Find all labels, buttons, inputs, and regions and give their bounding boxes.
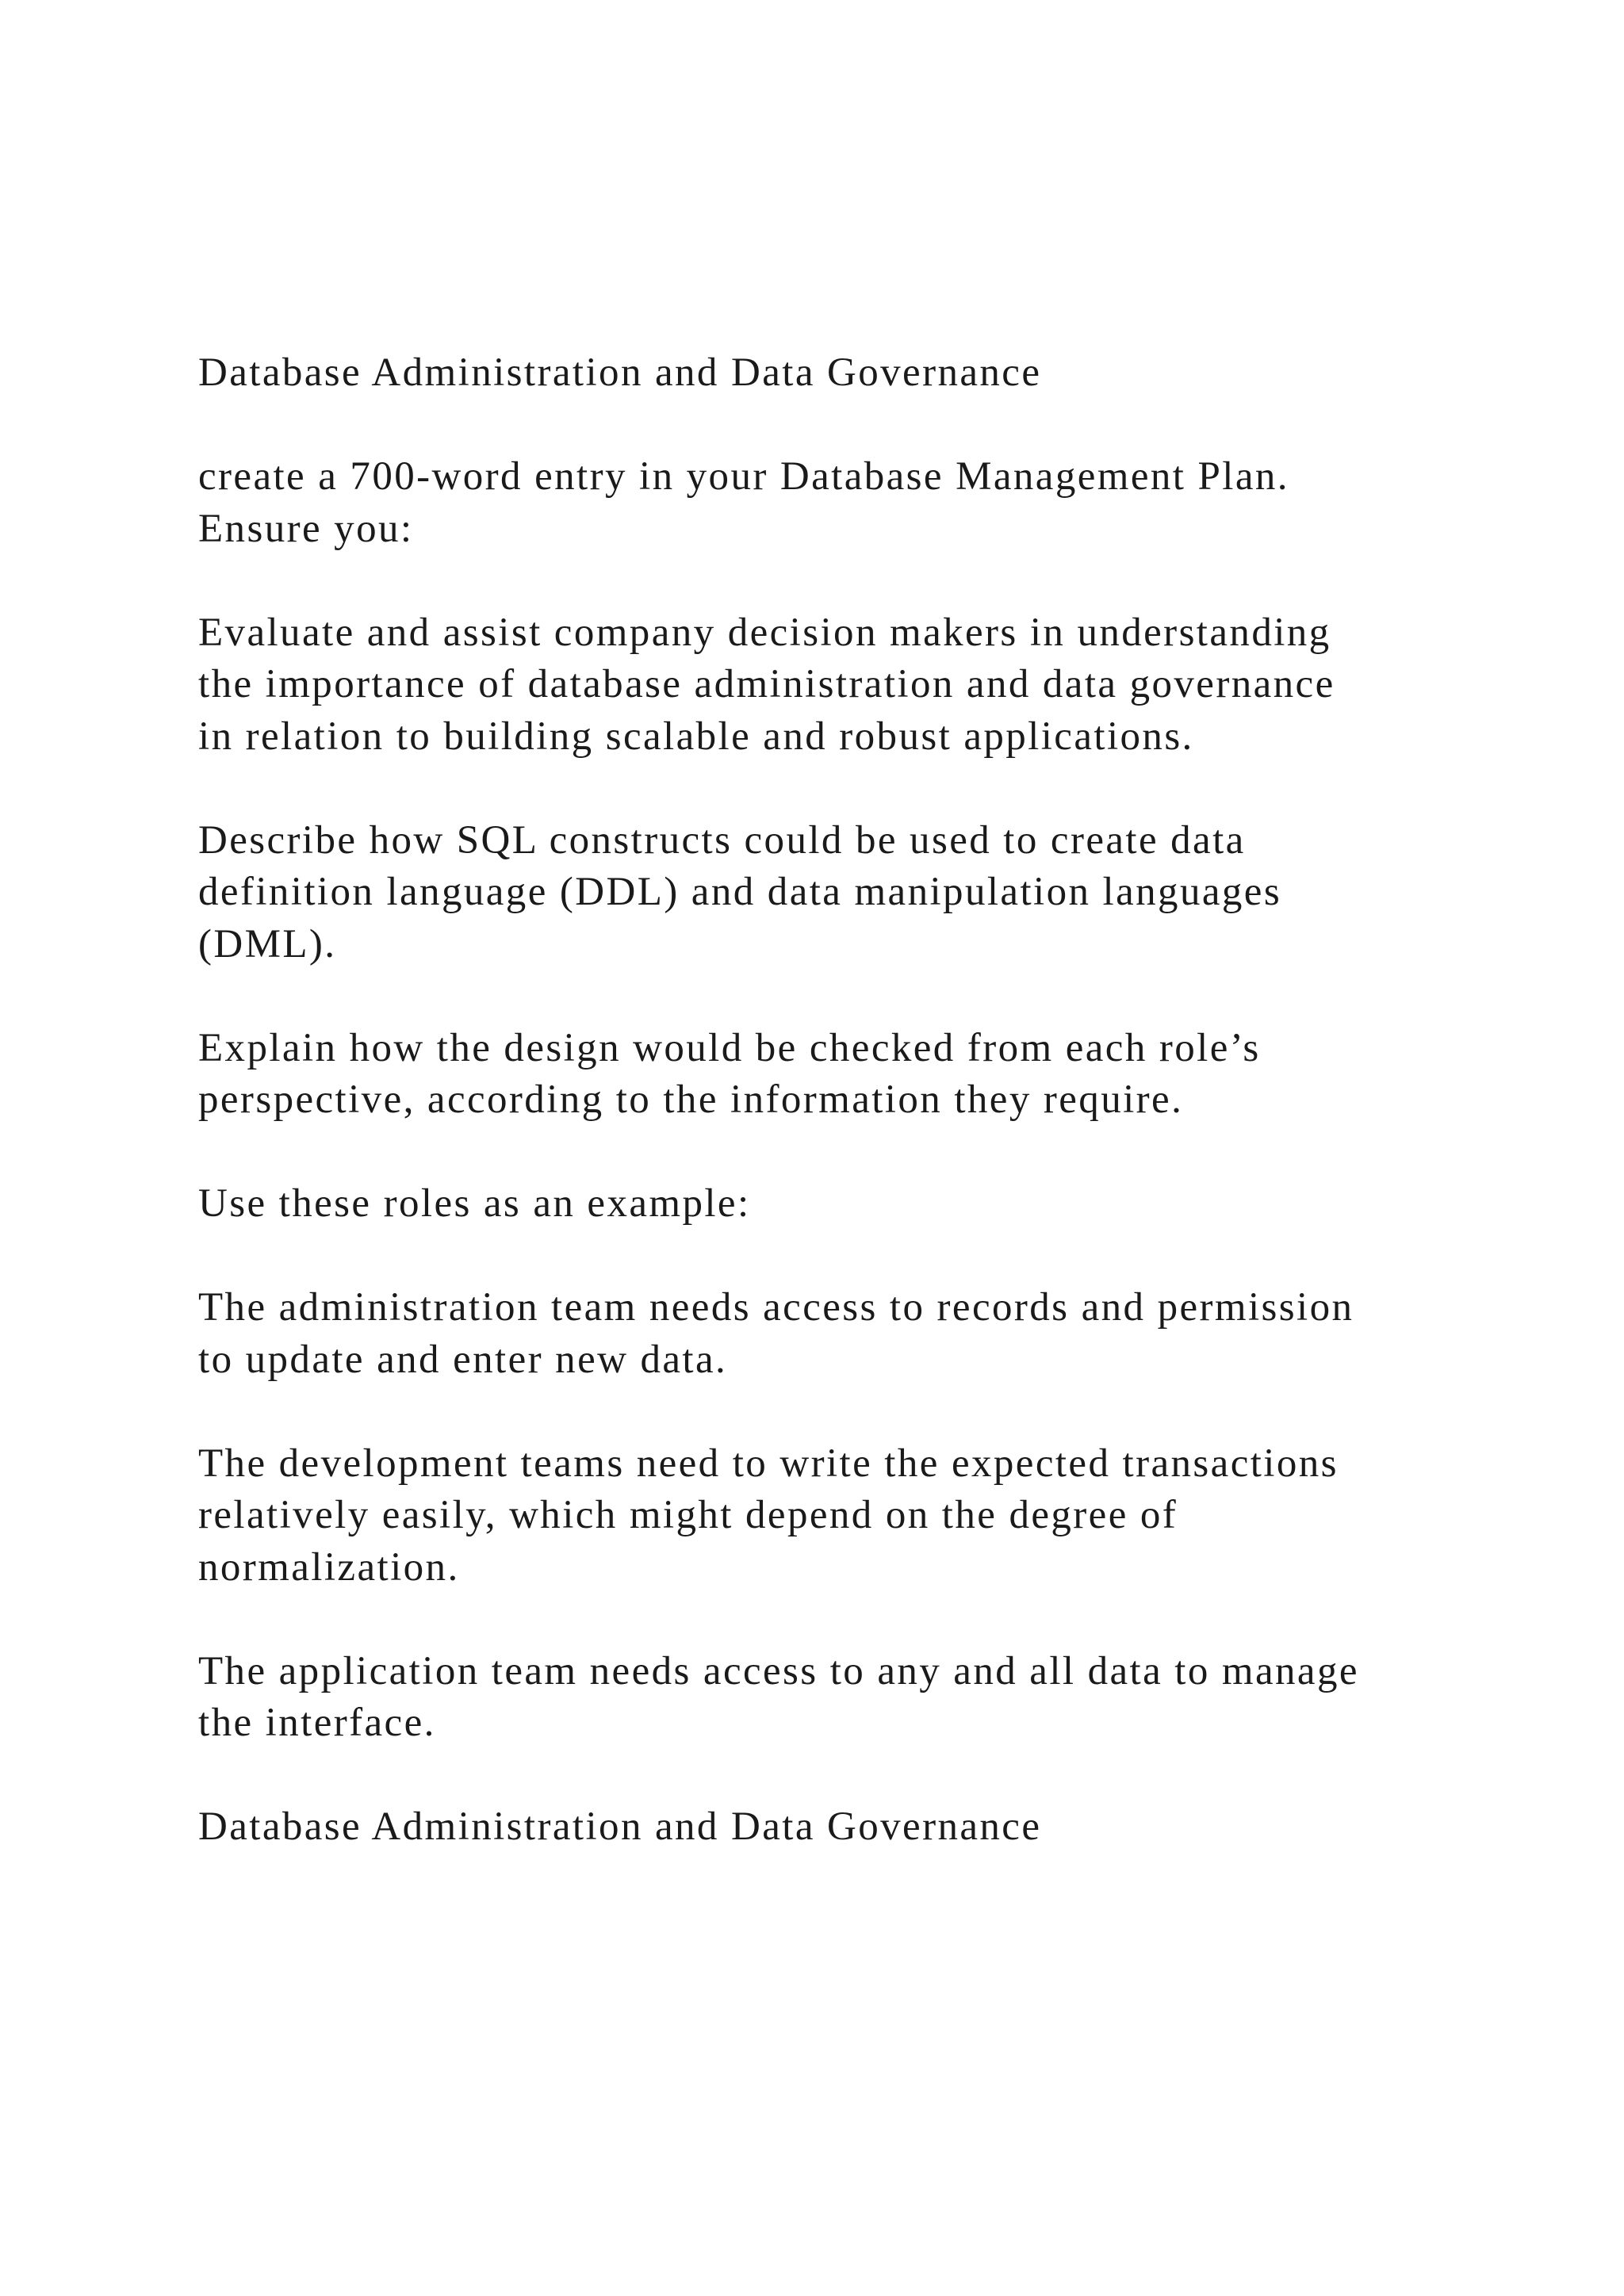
- role-development-teams: The development teams need to write the expected transactions relatively easily, which might depend on the degree of normalization.: [198, 1441, 1339, 1590]
- role-application-team: The application team needs access to any and all data to manage the interface.: [198, 1648, 1359, 1745]
- roles-intro: Use these roles as an example:: [198, 1181, 751, 1226]
- requirement-describe-sql: Describe how SQL constructs could be used to create data definition language (DDL) and data manipulation languages (DML).: [198, 817, 1282, 966]
- requirement-explain-design: Explain how the design would be checked from each role’s perspective, according to the information they require.: [198, 1025, 1261, 1122]
- instruction-paragraph: create a 700-word entry in your Database Management Plan. Ensure you:: [198, 454, 1289, 551]
- document-body: [198, 347, 1507, 1854]
- requirement-evaluate: Evaluate and assist company decision makers in understanding the importance of database administration and data governance in relation to building scalable and robust applications.: [198, 610, 1335, 759]
- document-title: Database Administration and Data Governance: [198, 350, 1042, 395]
- document-footer-title: Database Administration and Data Governance: [198, 1804, 1042, 1849]
- role-administration-team: The administration team needs access to records and permission to update and enter new data.: [198, 1285, 1354, 1382]
